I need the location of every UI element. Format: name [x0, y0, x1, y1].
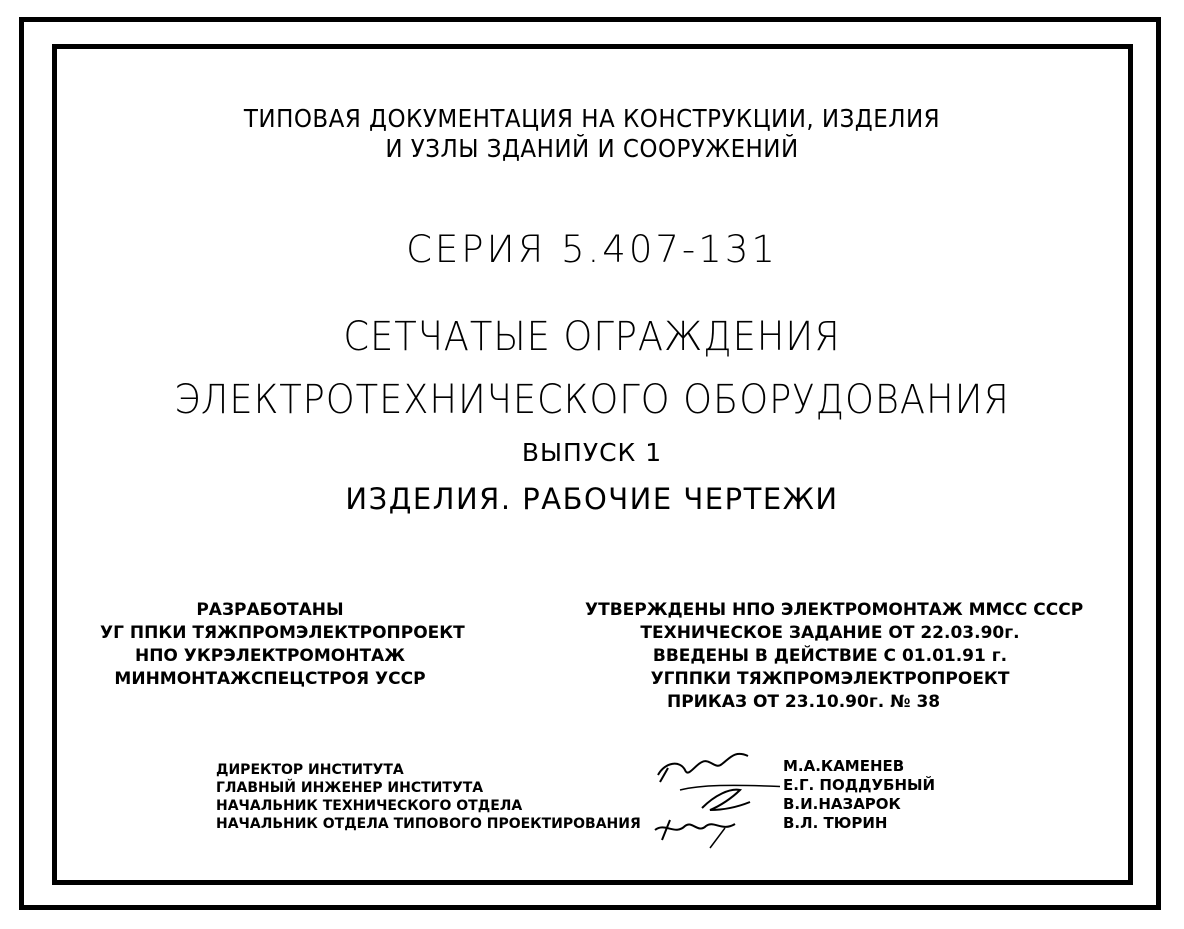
title-line-2: ЭЛЕКТРОТЕХНИЧЕСКОГО ОБОРУДОВАНИЯ — [174, 377, 1010, 423]
title-line-1: СЕТЧАТЫЕ ОГРАЖДЕНИЯ — [343, 314, 841, 360]
role-typical-design-head: НАЧАЛЬНИК ОТДЕЛА ТИПОВОГО ПРОЕКТИРОВАНИЯ — [216, 816, 641, 832]
header-line-2: И УЗЛЫ ЗДАНИЙ И СООРУЖЕНИЙ — [385, 134, 799, 163]
approved-line: ПРИКАЗ ОТ 23.10.90г. № 38 — [667, 692, 941, 712]
name-poddubny: Е.Г. ПОДДУБНЫЙ — [783, 776, 936, 794]
name-nazarok: В.И.НАЗАРОК — [783, 795, 901, 813]
signatory-names — [783, 757, 935, 833]
approved-line: ТЕХНИЧЕСКОЕ ЗАДАНИЕ ОТ 22.03.90г. — [640, 623, 1020, 643]
developed-line: НПО УКРЭЛЕКТРОМОНТАЖ — [134, 646, 406, 666]
role-chief-engineer: ГЛАВНЫЙ ИНЖЕНЕР ИНСТИТУТА — [216, 780, 484, 796]
handwritten-signatures — [640, 740, 780, 855]
header-line-1: ТИПОВАЯ ДОКУМЕНТАЦИЯ НА КОНСТРУКЦИИ, ИЗДЕЛИЯ — [243, 104, 941, 133]
developed-line: МИНМОНТАЖСПЕЦСТРОЯ УССР — [114, 669, 426, 689]
issue-number: ВЫПУСК 1 — [521, 438, 663, 467]
approved-line: ВВЕДЕНЫ В ДЕЙСТВИЕ С 01.01.91 г. — [652, 646, 1008, 666]
signatory-roles — [216, 761, 641, 833]
role-tech-dept-head: НАЧАЛЬНИК ТЕХНИЧЕСКОГО ОТДЕЛА — [216, 798, 523, 814]
name-kamenev: М.А.КАМЕНЕВ — [783, 757, 905, 775]
developed-line: УГ ППКИ ТЯЖПРОМЭЛЕКТРОПРОЕКТ — [100, 623, 465, 643]
role-director: ДИРЕКТОР ИНСТИТУТА — [216, 762, 404, 778]
approved-block — [585, 599, 1084, 714]
approved-line: УГППКИ ТЯЖПРОМЭЛЕКТРОПРОЕКТ — [650, 669, 1010, 689]
subtitle: ИЗДЕЛИЯ. РАБОЧИЕ ЧЕРТЕЖИ — [345, 482, 839, 516]
series-number: СЕРИЯ 5.407-131 — [406, 228, 778, 271]
name-tyurin: В.Л. ТЮРИН — [783, 814, 888, 832]
developed-block — [100, 599, 465, 691]
developed-heading: РАЗРАБОТАНЫ — [196, 600, 344, 620]
approved-line: УТВЕРЖДЕНЫ НПО ЭЛЕКТРОМОНТАЖ ММСС СССР — [585, 600, 1084, 620]
